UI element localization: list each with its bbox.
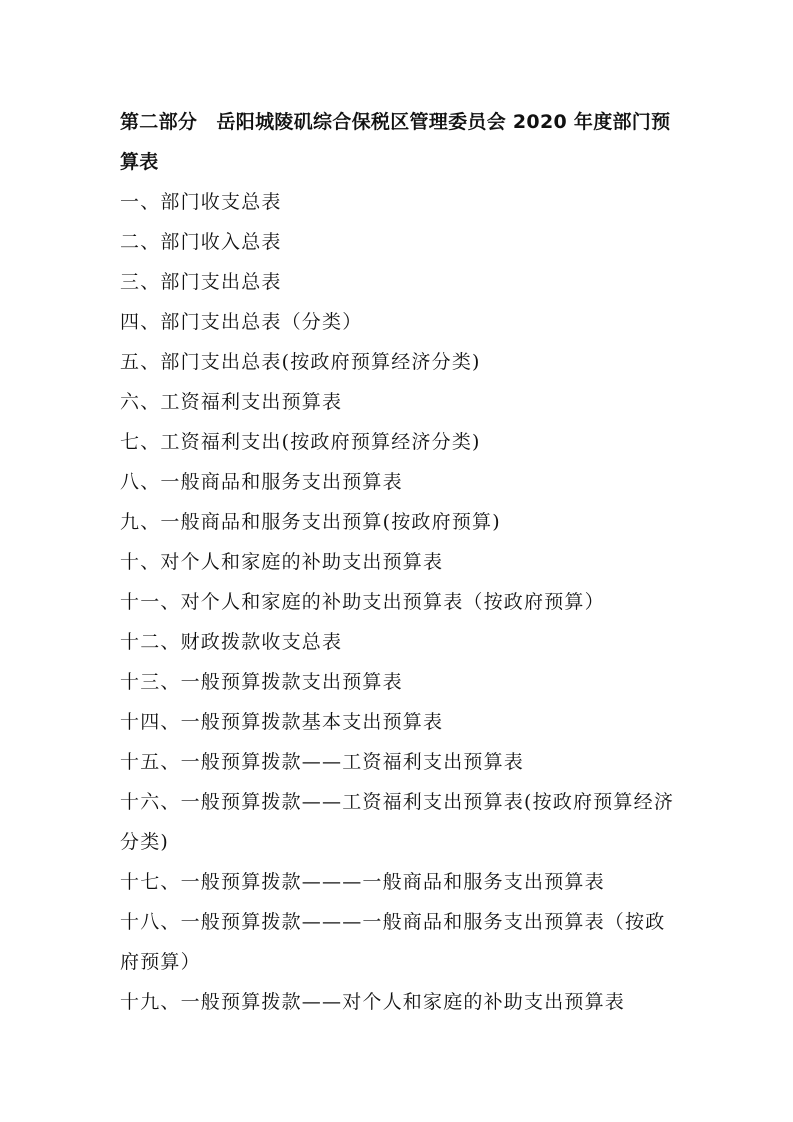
list-item: 九、一般商品和服务支出预算(按政府预算) [120,511,501,533]
list-item: 三、部门支出总表 [120,271,282,293]
document-body [120,102,680,1022]
list-item: 六、工资福利支出预算表 [120,391,343,413]
list-item: 八、一般商品和服务支出预算表 [120,471,403,493]
list-item: 十九、一般预算拨款——对个人和家庭的补助支出预算表 [120,991,626,1013]
document-title: 第二部分 岳阳城陵矶综合保税区管理委员会 2020 年度部门预算表 [120,111,671,173]
list-item: 十、对个人和家庭的补助支出预算表 [120,551,444,573]
list-item: 四、部门支出总表（分类） [120,311,363,333]
list-item: 二、部门收入总表 [120,231,282,253]
list-item: 十八、一般预算拨款———一般商品和服务支出预算表（按政府预算） [120,911,666,973]
list-item: 十一、对个人和家庭的补助支出预算表（按政府预算） [120,591,605,613]
table-list [120,182,680,1022]
list-item: 十二、财政拨款收支总表 [120,631,343,653]
list-item: 十三、一般预算拨款支出预算表 [120,671,403,693]
list-item: 十四、一般预算拨款基本支出预算表 [120,711,444,733]
list-item: 七、工资福利支出(按政府预算经济分类) [120,431,481,453]
list-item: 五、部门支出总表(按政府预算经济分类) [120,351,481,373]
list-item: 十六、一般预算拨款——工资福利支出预算表(按政府预算经济分类) [120,791,675,853]
list-item: 一、部门收支总表 [120,191,282,213]
list-item: 十五、一般预算拨款——工资福利支出预算表 [120,751,525,773]
list-item: 十七、一般预算拨款———一般商品和服务支出预算表 [120,871,605,893]
